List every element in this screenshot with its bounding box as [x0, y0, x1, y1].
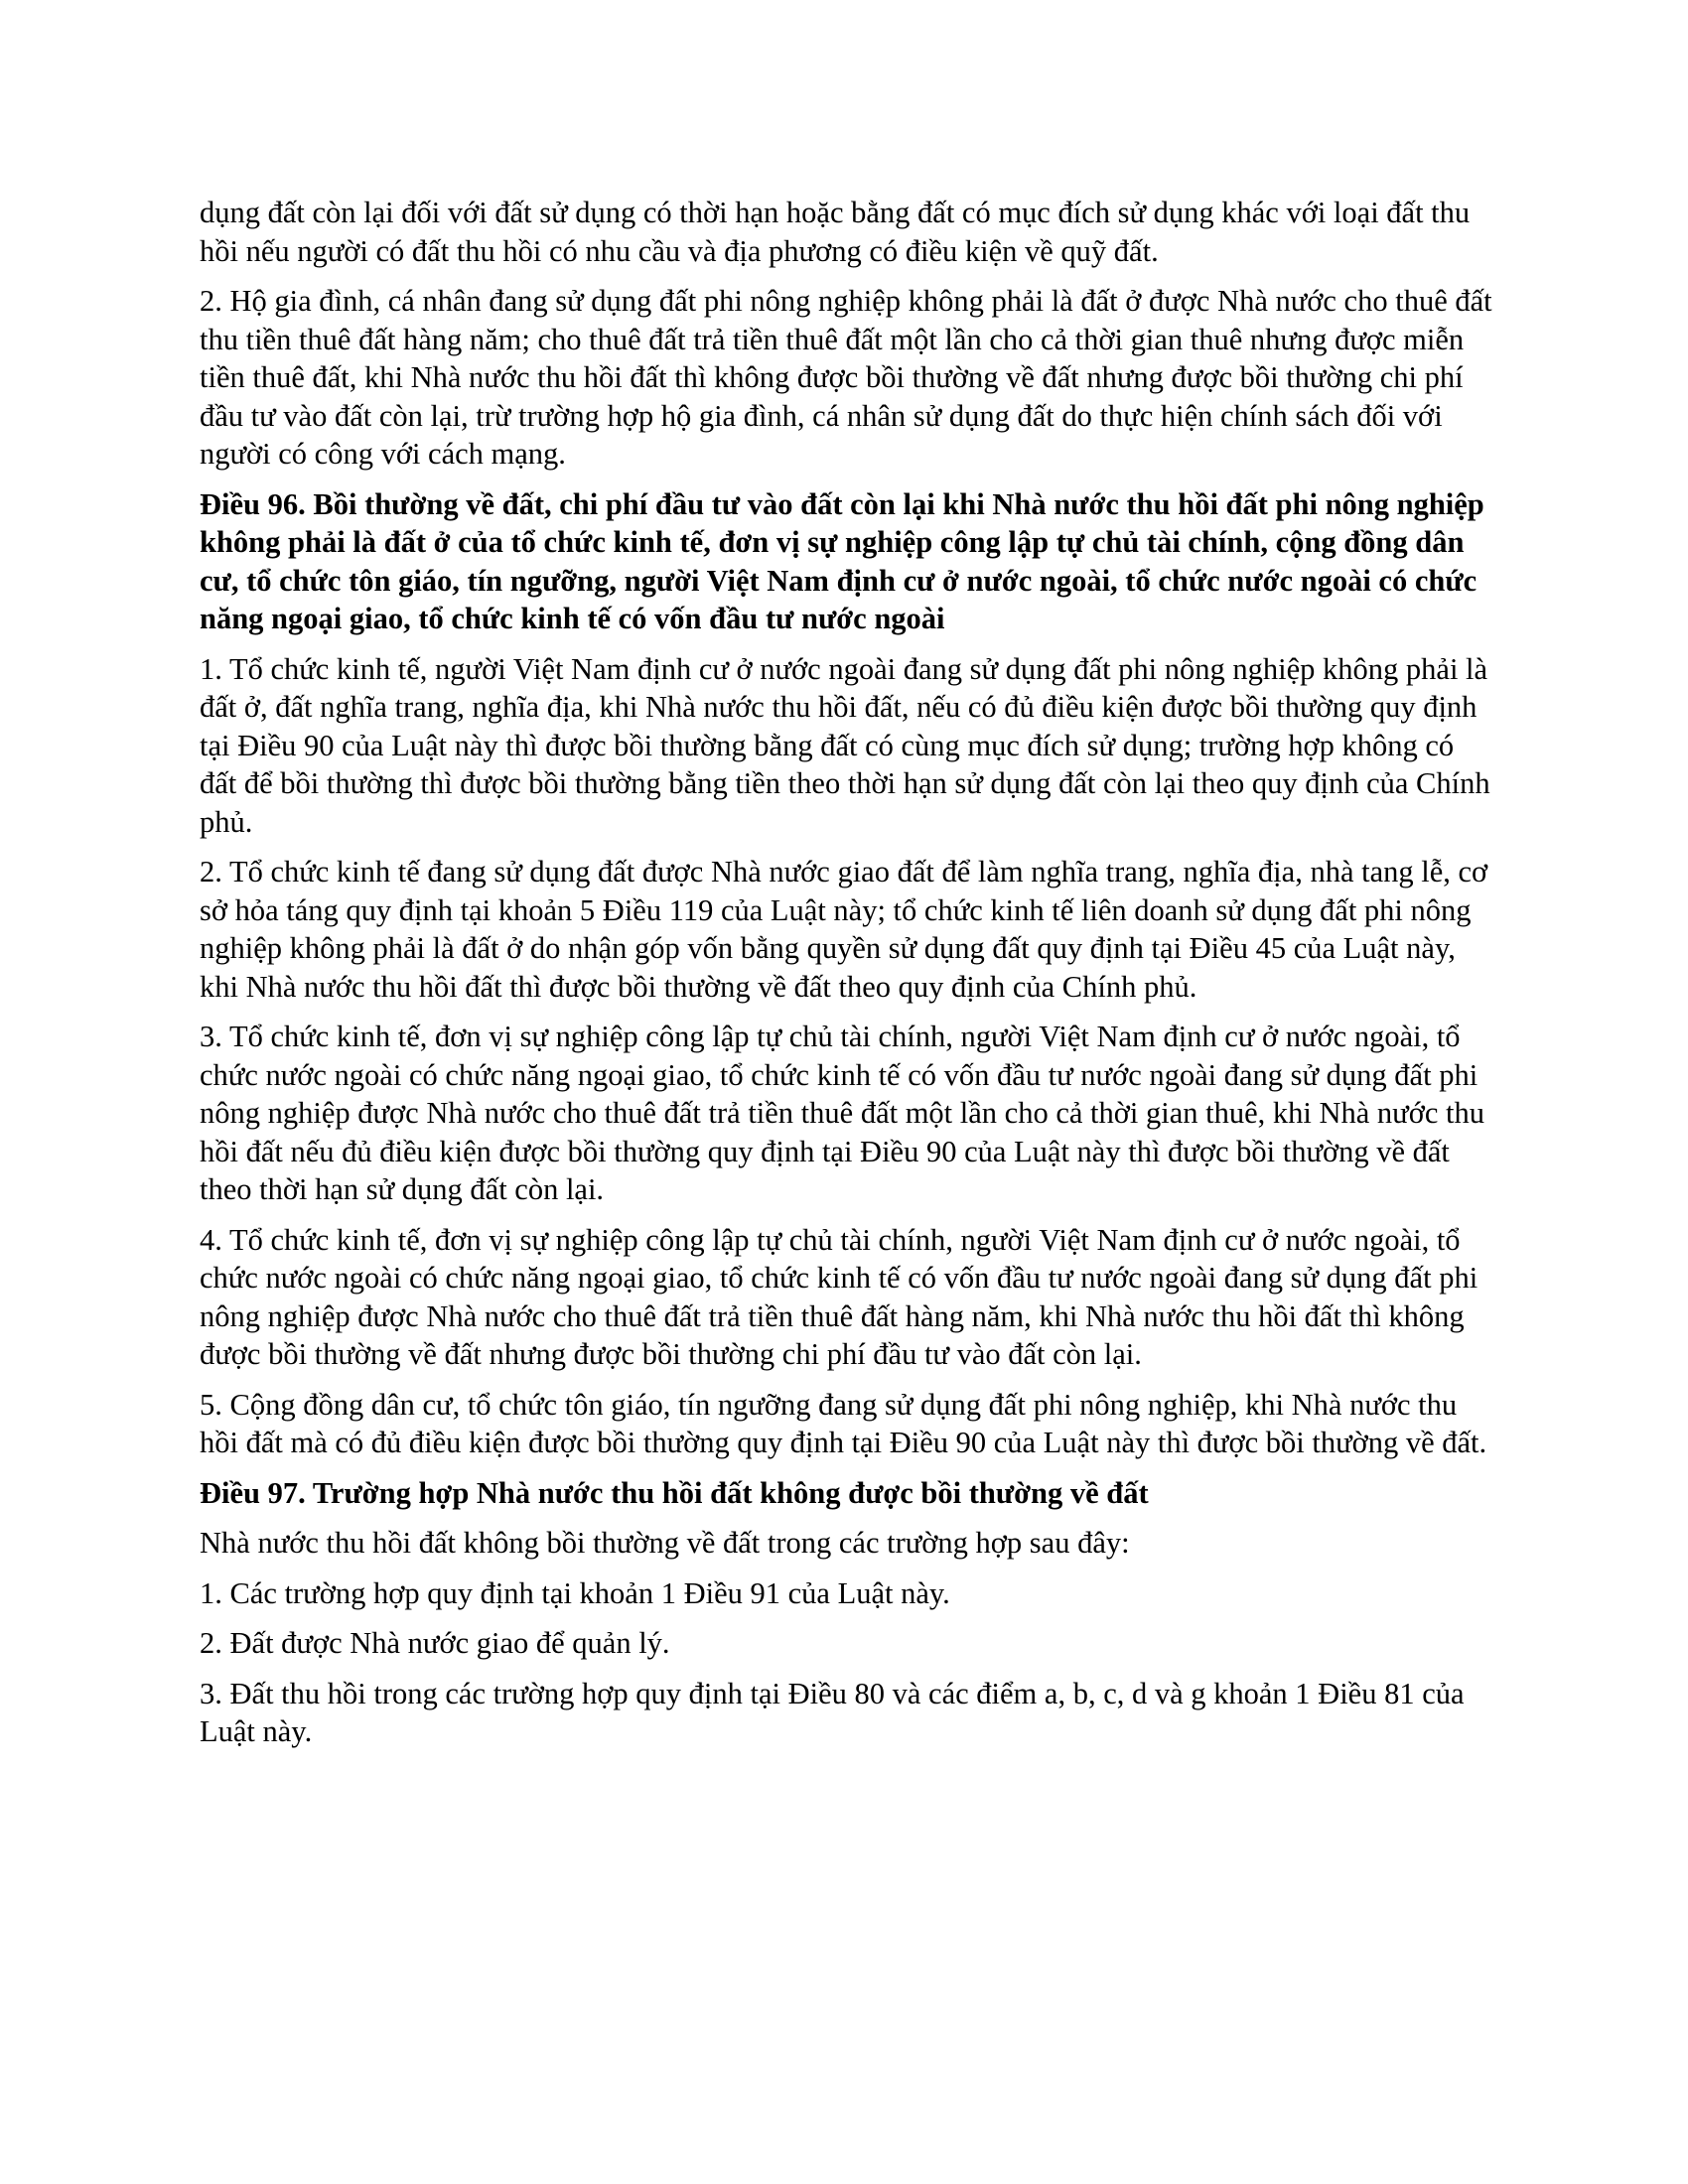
paragraph-clause-2: 2. Hộ gia đình, cá nhân đang sử dụng đất phi nông nghiệp không phải là đất ở được Nhà nước cho thuê đất thu tiền thuê đất hàng năm; cho thuê đất trả tiền thuê đất một lần cho cả thời gian thuê nhưng được miễn tiền thuê đất, khi Nhà nước thu hồi đất thì không được bồi thường về đất nhưng được bồi thường chi phí đầu tư vào đất còn lại, trừ trường hợp hộ gia đình, cá nhân sử dụng đất do thực hiện chính sách đối với người có công với cách mạng. [200, 284, 1492, 471]
article-96-clause-2: 2. Tổ chức kinh tế đang sử dụng đất được Nhà nước giao đất để làm nghĩa trang, nghĩa địa, nhà tang lễ, cơ sở hỏa táng quy định tại khoản 5 Điều 119 của Luật này; tổ chức kinh tế liên doanh sử dụng đất phi nông nghiệp không phải là đất ở do nhận góp vốn bằng quyền sử dụng đất quy định tại Điều 45 của Luật này, khi Nhà nước thu hồi đất thì được bồi thường về đất theo quy định của Chính phủ. [200, 855, 1488, 1004]
article-97-clause-3: 3. Đất thu hồi trong các trường hợp quy định tại Điều 80 và các điểm a, b, c, d và g khoản 1 Điều 81 của Luật này. [200, 1676, 1465, 1748]
article-97-clause-1: 1. Các trường hợp quy định tại khoản 1 Điều 91 của Luật này. [200, 1575, 950, 1610]
article-97-clause-2: 2. Đất được Nhà nước giao để quản lý. [200, 1626, 670, 1660]
article-96-clause-3: 3. Tổ chức kinh tế, đơn vị sự nghiệp công lập tự chủ tài chính, người Việt Nam định cư ở nước ngoài, tổ chức nước ngoài có chức năng ngoại giao, tổ chức kinh tế có vốn đầu tư nước ngoài đang sử dụng đất phi nông nghiệp được Nhà nước cho thuê đất trả tiền thuê đất một lần cho cả thời gian thuê, khi Nhà nước thu hồi đất nếu đủ điều kiện được bồi thường quy định tại Điều 90 của Luật này thì được bồi thường về đất theo thời hạn sử dụng đất còn lại. [200, 1020, 1484, 1206]
article-96-clause-5: 5. Cộng đồng dân cư, tổ chức tôn giáo, tín ngưỡng đang sử dụng đất phi nông nghiệp, khi Nhà nước thu hồi đất mà có đủ điều kiện được bồi thường quy định tại Điều 90 của Luật này thì được bồi thường về đất. [200, 1387, 1487, 1459]
article-96-clause-4: 4. Tổ chức kinh tế, đơn vị sự nghiệp công lập tự chủ tài chính, người Việt Nam định cư ở nước ngoài, tổ chức nước ngoài có chức năng ngoại giao, tổ chức kinh tế có vốn đầu tư nước ngoài đang sử dụng đất phi nông nghiệp được Nhà nước cho thuê đất trả tiền thuê đất hàng năm, khi Nhà nước thu hồi đất thì không được bồi thường về đất nhưng được bồi thường chi phí đầu tư vào đất còn lại. [200, 1222, 1478, 1371]
article-96-heading: Điều 96. Bồi thường về đất, chi phí đầu tư vào đất còn lại khi Nhà nước thu hồi đất phi nông nghiệp không phải là đất ở của tổ chức kinh tế, đơn vị sự nghiệp công lập tự chủ tài chính, cộng đồng dân cư, tổ chức tôn giáo, tín ngưỡng, người Việt Nam định cư ở nước ngoài, tổ chức nước ngoài có chức năng ngoại giao, tổ chức kinh tế có vốn đầu tư nước ngoài [200, 486, 1484, 635]
document-page [200, 194, 1495, 1763]
article-97-intro: Nhà nước thu hồi đất không bồi thường về đất trong các trường hợp sau đây: [200, 1526, 1130, 1560]
paragraph-continuation: dụng đất còn lại đối với đất sử dụng có thời hạn hoặc bằng đất có mục đích sử dụng khác với loại đất thu hồi nếu người có đất thu hồi có nhu cầu và địa phương có điều kiện về quỹ đất. [200, 196, 1471, 268]
article-96-clause-1: 1. Tổ chức kinh tế, người Việt Nam định cư ở nước ngoài đang sử dụng đất phi nông nghiệp không phải là đất ở, đất nghĩa trang, nghĩa địa, khi Nhà nước thu hồi đất, nếu có đủ điều kiện được bồi thường quy định tại Điều 90 của Luật này thì được bồi thường bằng đất có cùng mục đích sử dụng; trường hợp không có đất để bồi thường thì được bồi thường bằng tiền theo thời hạn sử dụng đất còn lại theo quy định của Chính phủ. [200, 651, 1490, 839]
article-97-heading: Điều 97. Trường hợp Nhà nước thu hồi đất không được bồi thường về đất [200, 1475, 1149, 1510]
